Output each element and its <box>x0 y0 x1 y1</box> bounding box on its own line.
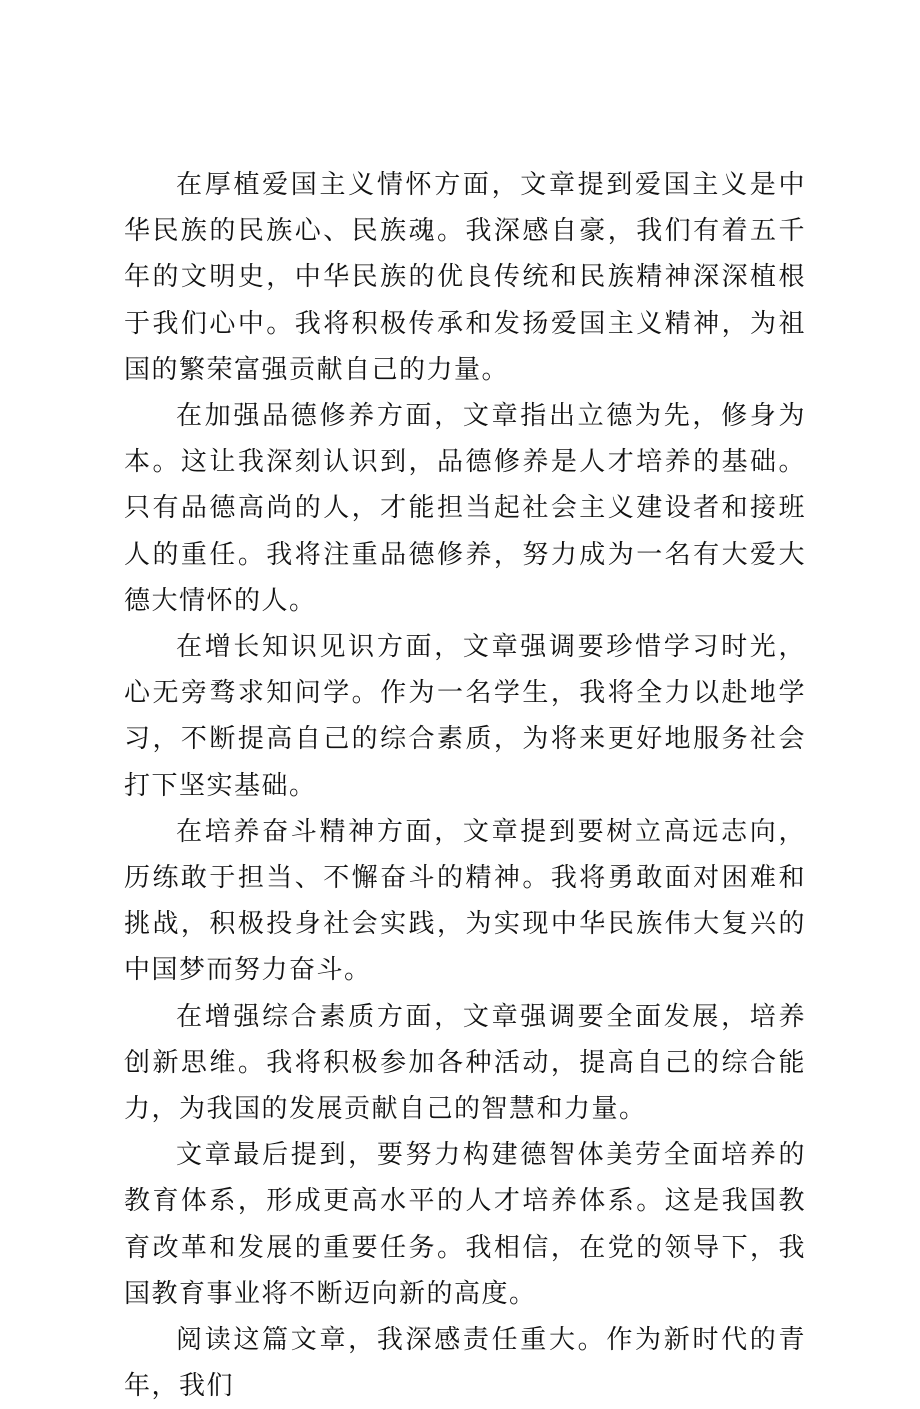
paragraph-knowledge: 在增长知识见识方面，文章强调要珍惜学习时光，心无旁骛求知问学。作为一名学生，我将全力以赴地学习，不断提高自己的综合素质，为将来更好地服务社会打下坚实基础。 <box>124 632 806 801</box>
paragraph-comprehensive-quality: 在增强综合素质方面，文章强调要全面发展，培养创新思维。我将积极参加各种活动，提高自己的综合能力，为我国的发展贡献自己的智慧和力量。 <box>124 1001 806 1125</box>
paragraph-striving-spirit: 在培养奋斗精神方面，文章提到要树立高远志向，历练敢于担当、不懈奋斗的精神。我将勇敢面对困难和挑战，积极投身社会实践，为实现中华民族伟大复兴的中国梦而努力奋斗。 <box>124 816 806 986</box>
paragraph-patriotism: 在厚植爱国主义情怀方面，文章提到爱国主义是中华民族的民族心、民族魂。我深感自豪，我们有着五千年的文明史，中华民族的优良传统和民族精神深深植根于我们心中。我将积极传承和发扬爱国主义精神，为祖国的繁荣富强贡献自己的力量。 <box>124 170 806 385</box>
paragraph-conclusion: 阅读这篇文章，我深感责任重大。作为新时代的青年，我们 <box>124 1325 806 1402</box>
paragraph-education-system: 文章最后提到，要努力构建德智体美劳全面培养的教育体系，形成更高水平的人才培养体系。这是我国教育改革和发展的重要任务。我相信，在党的领导下，我国教育事业将不断迈向新的高度。 <box>124 1140 806 1309</box>
paragraph-moral-cultivation: 在加强品德修养方面，文章指出立德为先，修身为本。这让我深刻认识到，品德修养是人才培养的基础。只有品德高尚的人，才能担当起社会主义建设者和接班人的重任。我将注重品德修养，努力成为一名有大爱大德大情怀的人。 <box>124 401 806 616</box>
document-body <box>124 162 806 1409</box>
